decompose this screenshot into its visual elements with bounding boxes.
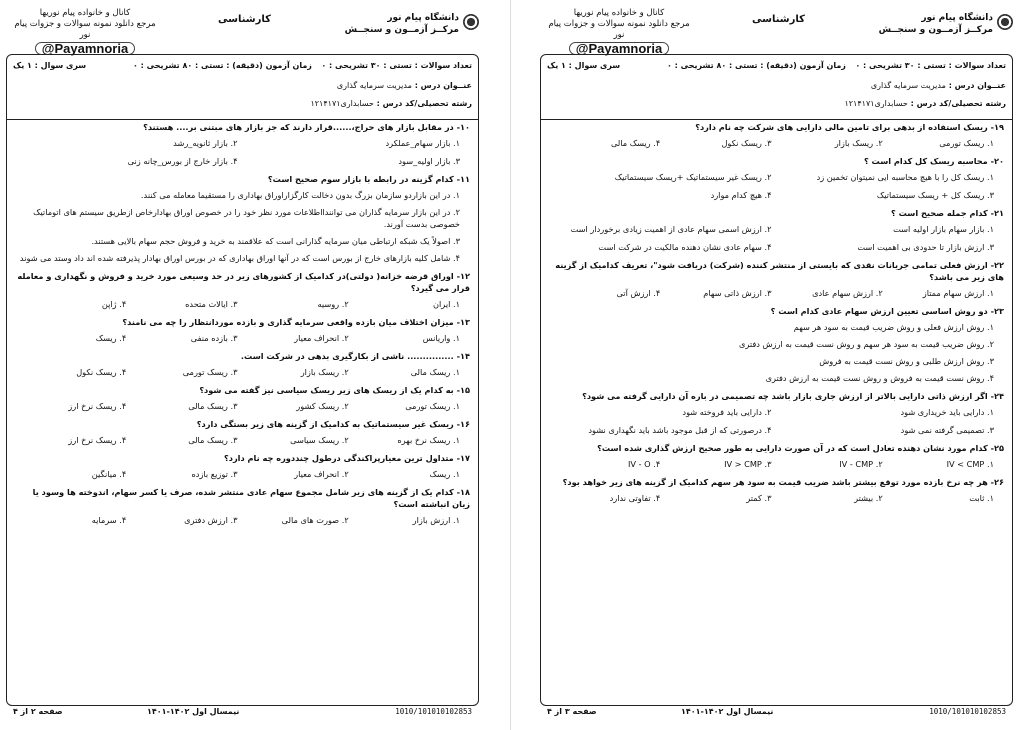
page-footer <box>541 707 1012 717</box>
answer-option: ۴. هیچ کدام موارد <box>710 190 772 200</box>
field-value: حسابداری۱۲۱۴۱۷۱ <box>844 99 908 108</box>
answer-option: ۲. در این بازار سرمایه گذاران می توانندااطلاعات مورد نظر خود را در خصوص اوراق بهادارخاص ازطریق سیستم های اتوماتیک خصوصی بدست آورند. <box>33 207 460 229</box>
answer-option: ۳. بازار اولیه_سود <box>398 156 460 166</box>
answer-option: ۴. ژاپن <box>101 299 127 309</box>
question-text: ۲۰- محاسبه ریسک کل کدام است ؟ <box>863 156 1004 166</box>
answer-option: ۲. انحراف معیار <box>294 333 349 343</box>
promo-line-1: کانال و خانواده پیام نوریها <box>39 8 131 18</box>
answer-option: ۴. ریسک نرخ ارز <box>68 401 127 411</box>
field-label: رشته تحصیلی/کد درس : <box>910 99 1006 108</box>
question <box>15 121 470 167</box>
question <box>15 452 470 480</box>
answer-option: ۲. ارزش سهام عادی <box>812 288 883 298</box>
uni-sub-text: مرکــز آزمــون و سنجــش <box>878 25 993 35</box>
semester: نیمسال اول ۱۴۰۲-۱۴۰۱ <box>681 707 774 716</box>
answer-options <box>549 321 1004 384</box>
answer-option: ۲. ریسک بازار <box>834 138 883 148</box>
question-count: تعداد سوالات : تستی : ۳۰ تشریحی : ۰ <box>855 61 1006 70</box>
answer-option: ۱. دارایی باید خریداری شود <box>900 407 994 417</box>
exam-time: زمان آزمون (دقیقه) : تستی : ۸۰ تشریحی : ۰ <box>133 61 312 70</box>
header-row-1 <box>547 61 1006 73</box>
answer-option: ۱. ارزش سهام ممتاز <box>922 288 994 298</box>
answer-option: ۱. در این بازاردو سازمان بزرگ بدون دخالت کارگزاراوراق بهاداری را مستقیما معامله می کنند. <box>140 190 460 200</box>
answer-option: ۱. ریسک تورمی <box>939 138 994 148</box>
answer-option: ۱. بازار سهام بازار اولیه است <box>893 224 994 234</box>
course-label: عنــوان درس : <box>948 81 1006 90</box>
field-code <box>844 99 1006 108</box>
answer-option: ۳. تصمیمی گرفته نمی شود <box>900 425 994 435</box>
question-series: سری سوال : ۱ یک <box>547 61 621 70</box>
course-value: مدیریت سرمایه گذاری <box>336 81 412 90</box>
answer-option: ۳. کمتر <box>746 493 772 503</box>
exam-code: 1010/101010102853 <box>395 707 472 716</box>
semester: نیمسال اول ۱۴۰۲-۱۴۰۱ <box>147 707 240 716</box>
question-text: ۱۱- کدام گزینه در رابطه با بازار سوم صحیح است؟ <box>267 174 470 184</box>
question-text: ۱۲- اوراق قرضه خزانه( دولتی)در کدامیک از کشورهای زیر در حد وسیعی مورد خرید و فروش و نگهداری و معامله قرار می گیرد؟ <box>17 271 470 293</box>
question-text: ۱۷- متداول ترین معیارپراکندگی درطول چنددوره چه نام دارد؟ <box>224 453 470 463</box>
answer-option: ۴. شامل کلیه بازارهای خارج از بورس است که در آنها اوراق بهاداری که در بورس اوراق بهادار پذیرفته شده اند داد وستد می شوند <box>19 253 460 263</box>
question <box>549 476 1004 504</box>
question <box>549 390 1004 436</box>
banner <box>6 8 481 56</box>
answer-option: ۲. روش ضریب قیمت به سود هر سهم و روش نست قیمت به ارزش دفتری <box>738 339 994 349</box>
question <box>549 207 1004 253</box>
question-text: ۱۴- ............... ناشی از بکارگیری بدهی در شرکت است. <box>240 351 470 361</box>
page-footer <box>7 707 478 717</box>
answer-option: ۴. درصورتی که از قبل موجود باشد باید نگهداری نشود <box>588 425 772 435</box>
answer-option: ۱. ریسک تورمی <box>405 401 460 411</box>
degree-kind: کارشناسی <box>218 14 271 25</box>
answer-option: ۳. ارزش بازار تا حدودی بی اهمیت است <box>857 242 994 252</box>
question-series: سری سوال : ۱ یک <box>13 61 87 70</box>
answer-option: ۱. ریسک نرخ بهره <box>397 435 460 445</box>
answer-option: ۴. بازار خارج از بورس_چانه زنی <box>127 156 238 166</box>
answer-options <box>549 223 1004 253</box>
answer-option: ۲. ریسک کشور <box>296 401 349 411</box>
answer-option: ۲. صورت های مالی <box>281 515 349 525</box>
question-text: ۲۶- هر چه نرخ بازده مورد توقع بیشتر باشد ضریب قیمت به سود هر سهم کدامیک از گزینه های زیر خواهد بود؟ <box>562 477 1004 487</box>
answer-option: ۲. ارزش اسمی سهام عادی از اهمیت زیادی برخوردار است <box>570 224 772 234</box>
answer-option: ۱. ارزش بازار <box>412 515 460 525</box>
answer-option: ۴. سرمایه <box>91 515 127 525</box>
answer-options <box>549 406 1004 436</box>
university-logo-icon <box>463 14 479 30</box>
question <box>15 350 470 378</box>
answer-option: ۴. روش نست قیمت به فروش و روش نست قیمت به ارزش دفتری <box>765 373 994 383</box>
answer-option: ۲. ریسک غیر سیستماتیک +ریسک سیستماتیک <box>614 172 772 182</box>
answer-option: ۳. توزیع بازده <box>191 469 238 479</box>
question <box>15 418 470 446</box>
answer-option: ۱. ایران <box>433 299 460 309</box>
answer-option: ۱. ریسک کل را با هیچ محاسبه ایی نمیتوان تخمین زد <box>816 172 994 182</box>
exam-code: 1010/101010102853 <box>929 707 1006 716</box>
question-text: ۱۸- کدام یک از گزینه های زیر شامل مجموع سهام عادی منتشر شده، صرف یا کسر سهام، اندوخته ها وسود یا زیان انباشته است؟ <box>32 487 470 509</box>
answer-options <box>15 366 470 378</box>
answer-options <box>15 137 470 167</box>
answer-option: ۳. ریسک مالی <box>188 435 238 445</box>
field-value: حسابداری۱۲۱۴۱۷۱ <box>310 99 374 108</box>
question <box>549 259 1004 299</box>
answer-option: ۱. IV < CMP <box>946 459 994 469</box>
question <box>15 173 470 264</box>
answer-options <box>15 434 470 446</box>
question-text: ۲۴- اگر ارزش ذاتی دارایی بالاتر از ارزش جاری بازار باشد چه تصمیمی در باره آن دارایی گرفته می شود؟ <box>582 391 1004 401</box>
answer-option: ۱. ریسک مالی <box>410 367 460 377</box>
question-text: ۲۵- کدام مورد نشان دهنده تعادل است که در آن صورت دارایی به طور صحیح ارزش گذاری شده است؟ <box>597 443 1004 453</box>
question-text: ۲۲- ارزش فعلی تمامی جریانات نقدی که بایستی از منتشر کننده (شرکت) دریافت شود"، تعریف کدامیک از گزینه های زیر می باشد؟ <box>555 260 1004 282</box>
answer-option: ۴. ریسک نرخ ارز <box>68 435 127 445</box>
answer-option: ۲. ریسک سیاسی <box>290 435 349 445</box>
answer-options <box>549 287 1004 299</box>
question <box>15 270 470 310</box>
question-list <box>15 121 470 689</box>
course-label: عنــوان درس : <box>414 81 472 90</box>
question <box>549 155 1004 201</box>
question <box>15 384 470 412</box>
answer-options <box>15 332 470 344</box>
answer-option: ۴. ریسک <box>95 333 127 343</box>
answer-option: ۲. انحراف معیار <box>294 469 349 479</box>
answer-option: ۳. ریسک مالی <box>188 401 238 411</box>
uni-name-text: دانشگاه پیام نور <box>921 13 993 23</box>
answer-option: ۴. سهام عادی نشان دهنده مالکیت در شرکت است <box>598 242 772 252</box>
question <box>549 442 1004 470</box>
answer-option: ۳. روش ارزش طلبی و روش نست قیمت به فروش <box>819 356 994 366</box>
promo-line-1: کانال و خانواده پیام نوریها <box>573 8 665 18</box>
answer-option: ۲. IV - CMP <box>839 459 883 469</box>
answer-option: ۱. واریانس <box>422 333 460 343</box>
answer-option: ۳. ریسک تورمی <box>182 367 238 377</box>
question-list <box>549 121 1004 689</box>
question-text: ۱۰- در مقابل بازار های حراج،......قرار دارند که جز بازار های مبتنی بر.... هستند؟ <box>143 122 470 132</box>
page-number: صفحه ۳ از ۴ <box>547 707 597 716</box>
question-text: ۱۵- به کدام یک از ریسک های زیر ریسک سیاسی نیز گفته می شود؟ <box>199 385 470 395</box>
page-number: صفحه ۲ از ۴ <box>13 707 63 716</box>
promo-box <box>544 8 694 57</box>
answer-option: ۲. ریسک بازار <box>300 367 349 377</box>
answer-option: ۲. بازار ثانویه_رشد <box>173 138 238 148</box>
page-divider <box>510 0 511 730</box>
field-label: رشته تحصیلی/کد درس : <box>376 99 472 108</box>
question-text: ۱۶- ریسک غیر سیستماتیک به کدامیک از گزینه های زیر بستگی دارد؟ <box>196 419 470 429</box>
handle-badge: @Payamnoria <box>569 42 669 55</box>
answer-option: ۳. بازده منفی <box>190 333 238 343</box>
answer-options <box>549 492 1004 504</box>
question <box>549 121 1004 149</box>
answer-option: ۲. بیشتر <box>854 493 883 503</box>
answer-option: ۲. دارایی باید فروخته شود <box>682 407 772 417</box>
answer-option: ۱. ریسک <box>429 469 460 479</box>
answer-option: ۱. روش ارزش فعلی و روش ضریب قیمت به سود هر سهم <box>793 322 994 332</box>
question-text: ۱۳- میزان اختلاف میان بازده واقعی سرمایه گذاری و بازده موردانتظار را چه می نامند؟ <box>122 317 470 327</box>
question <box>15 486 470 526</box>
question <box>549 305 1004 384</box>
answer-options <box>549 137 1004 149</box>
answer-option: ۱. بازار سهام_عملکرد <box>385 138 460 148</box>
handle-badge: @Payamnoria <box>35 42 135 55</box>
header-row-1 <box>13 61 472 73</box>
field-code <box>310 99 472 108</box>
question-text: ۲۳- دو روش اساسی تعیین ارزش سهام عادی کدام است ؟ <box>770 306 1004 316</box>
answer-option: ۳. ارزش ذاتی سهام <box>703 288 772 298</box>
uni-name-text: دانشگاه پیام نور <box>387 13 459 23</box>
answer-options <box>15 298 470 310</box>
banner <box>540 8 1015 56</box>
university-name <box>879 12 993 36</box>
answer-option: ۳. IV > CMP <box>724 459 772 469</box>
promo-box <box>10 8 160 57</box>
question-text: ۲۱- کدام جمله صحیح است ؟ <box>891 208 1004 218</box>
answer-options <box>549 458 1004 470</box>
answer-options <box>15 400 470 412</box>
answer-options <box>15 514 470 526</box>
answer-option: ۳. ریسک کل + ریسک سیستماتیک <box>876 190 994 200</box>
course-value: مدیریت سرمایه گذاری <box>870 81 946 90</box>
answer-option: ۴. ریسک مالی <box>610 138 661 148</box>
promo-line-2: مرجع دانلود نمونه سوالات و جزوات پیام نور <box>14 19 156 40</box>
answer-option: ۳. ریسک نکول <box>721 138 772 148</box>
university-name <box>345 12 459 36</box>
answer-options <box>15 189 470 264</box>
answer-option: ۴. ریسک نکول <box>76 367 127 377</box>
degree-kind: کارشناسی <box>752 14 805 25</box>
exam-header <box>7 55 478 120</box>
answer-option: ۱. ثابت <box>969 493 994 503</box>
answer-option: ۴. IV - O <box>628 459 661 469</box>
exam-frame <box>540 54 1013 716</box>
question-count: تعداد سوالات : تستی : ۳۰ تشریحی : ۰ <box>321 61 472 70</box>
answer-option: ۴. تفاوتی ندارد <box>609 493 661 503</box>
promo-line-2: مرجع دانلود نمونه سوالات و جزوات پیام نور <box>548 19 690 40</box>
answer-option: ۳. ایالات متحده <box>185 299 238 309</box>
university-logo-icon <box>997 14 1013 30</box>
course-title <box>871 81 1006 90</box>
answer-option: ۴. ارزش آتی <box>616 288 661 298</box>
exam-frame <box>6 54 479 716</box>
answer-option: ۳. اصولاً یک شبکه ارتباطی میان سرمایه گذارانی است که علاقمند به خرید و فروش حجم سهام بالایی هستند. <box>91 236 460 246</box>
answer-option: ۳. ارزش دفتری <box>184 515 238 525</box>
answer-options <box>549 171 1004 201</box>
exam-header <box>541 55 1012 120</box>
course-title <box>337 81 472 90</box>
uni-sub-text: مرکــز آزمــون و سنجــش <box>344 25 459 35</box>
exam-page-right <box>540 8 1015 716</box>
question <box>15 316 470 344</box>
answer-option: ۲. روسیه <box>317 299 349 309</box>
answer-option: ۴. میانگین <box>91 469 127 479</box>
question-text: ۱۹- ریسک استفاده از بدهی برای تامین مالی دارایی های شرکت چه نام دارد؟ <box>695 122 1004 132</box>
exam-time: زمان آزمون (دقیقه) : تستی : ۸۰ تشریحی : ۰ <box>667 61 846 70</box>
answer-options <box>15 468 470 480</box>
exam-page-left <box>6 8 481 716</box>
